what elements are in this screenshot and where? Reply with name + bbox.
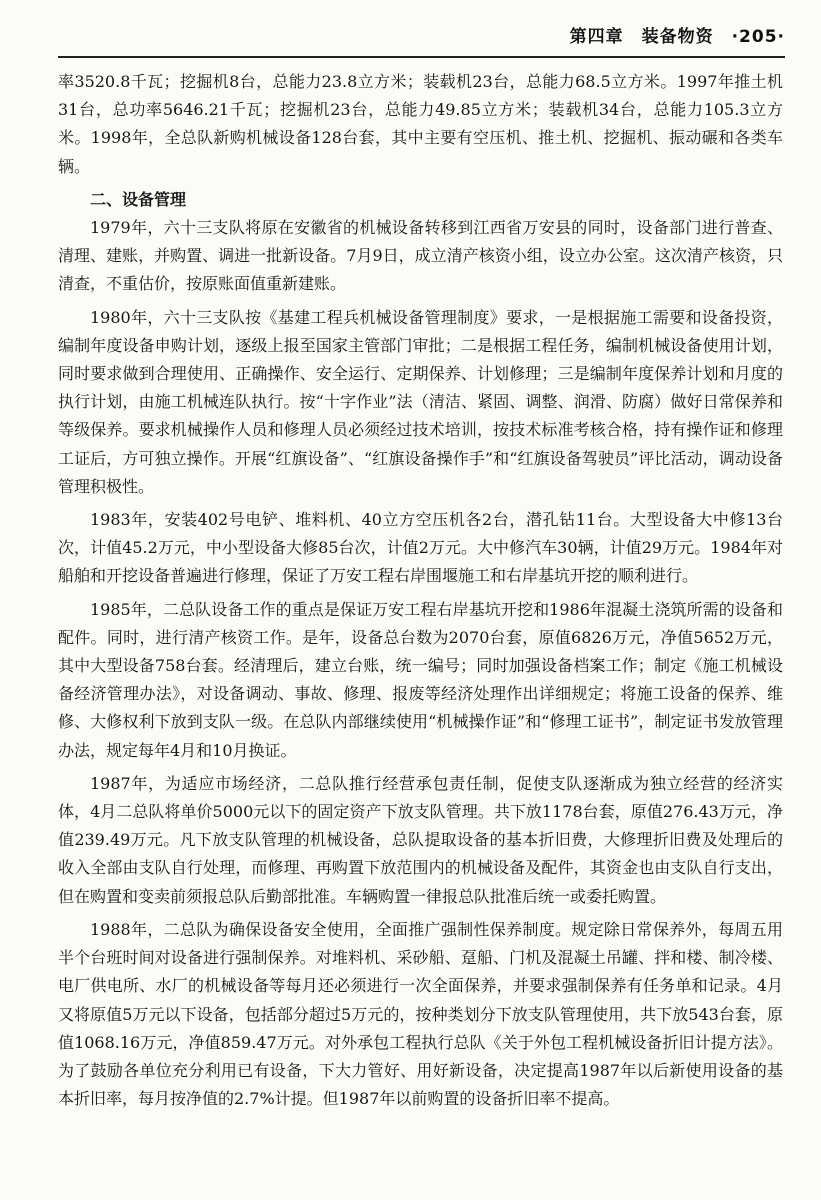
paragraph-1988: 1988年，二总队为确保设备安全使用，全面推广强制性保养制度。规定除日常保养外，每周五用半个台班时间对设备进行强制保养。对堆料机、采砂船、趸船、门机及混凝土吊罐、拌和楼、制冷楼、电厂供电所、水厂的机械设备等每月还必须进行一次全面保养，并要求强制保养有任务单和记录。4月又将原值5万元以下设备，包括部分超过5万元的，按种类划分下放支队管理使用，共下放543台套，原值1068.16万元，净值859.47万元。对外承包工程执行总队《关于外包工程机械设备折旧计提方法》。为了鼓励各单位充分利用已有设备，下大力管好、用好新设备，决定提高1987年以后新使用设备的基本折旧率，每月按净值的2.7%计提。但1987年以前购置的设备折旧率不提高。	[58, 919, 783, 1109]
body-text	[58, 68, 783, 1118]
paragraph-1979: 1979年，六十三支队将原在安徽省的机械设备转移到江西省万安县的同时，设备部门进行普查、清理、建账，并购置、调进一批新设备。7月9日，成立清产核资小组，设立办公室。这次清产核资，只清查，不重估价，按原账面值重新建账。	[58, 218, 783, 294]
paragraph-continued: 率3520.8千瓦；挖掘机8台，总能力23.8立方米；装载机23台，总能力68.5立方米。1997年推土机31台，总功率5646.21千瓦；挖掘机23台，总能力49.85立方米；装载机34台，总能力105.3立方米。1998年，全总队新购机械设备128台套，其中主要有空压机、推土机、挖掘机、振动碾和各类车辆。	[58, 72, 783, 176]
section-heading: 二、设备管理	[90, 189, 187, 209]
paragraph-1987: 1987年，为适应市场经济，二总队推行经营承包责任制，促使支队逐渐成为独立经营的经济实体，4月二总队将单价5000元以下的固定资产下放支队管理。共下放1178台套，原值276.43万元，净值239.49万元。凡下放支队管理的机械设备，总队提取设备的基本折旧费，大修理折旧费及处理后的收入全部由支队自行处理，而修理、再购置下放范围内的机械设备及配件，其资金也由支队自行支出，但在购置和变卖前须报总队后勤部批准。车辆购置一律报总队批准后统一或委托购置。	[58, 773, 783, 906]
paragraph-1980: 1980年，六十三支队按《基建工程兵机械设备管理制度》要求，一是根据施工需要和设备投资，编制年度设备申购计划，逐级上报至国家主管部门审批；二是根据工程任务，编制机械设备使用计划，同时要求做到合理使用、正确操作、安全运行、定期保养、计划修理；三是编制年度保养计划和月度的执行计划，由施工机械连队执行。按“十字作业”法（清洁、紧固、调整、润滑、防腐）做好日常保养和等级保养。要求机械操作人员和修理人员必须经过技术培训，按技术标准考核合格，持有操作证和修理工证后，方可独立操作。开展“红旗设备”、“红旗设备操作手”和“红旗设备驾驶员”评比活动，调动设备管理积极性。	[58, 307, 783, 496]
running-header: 第四章 装备物资 ·205·	[569, 27, 785, 47]
paragraph-1985: 1985年，二总队设备工作的重点是保证万安工程右岸基坑开挖和1986年混凝土浇筑所需的设备和配件。同时，进行清产核资工作。是年，设备总台数为2070台套，原值6826万元，净值5652万元，其中大型设备758台套。经清理后，建立台账，统一编号；同时加强设备档案工作；制定《施工机械设备经济管理办法》，对设备调动、事故、修理、报废等经济处理作出详细规定；将施工设备的保养、维修、大修权利下放到支队一级。在总队内部继续使用“机械操作证”和“修理工证书”，制定证书发放管理办法，规定每年4月和10月换证。	[58, 599, 783, 760]
paragraph-1983: 1983年，安装402号电铲、堆料机、40立方空压机各2台，潜孔钻11台。大型设备大中修13台次，计值45.2万元，中小型设备大修85台次，计值2万元。大中修汽车30辆，计值29万元。1984年对船舶和开挖设备普遍进行修理，保证了万安工程右岸围堰施工和右岸基坑开挖的顺利进行。	[58, 510, 783, 586]
header-rule	[58, 56, 785, 58]
